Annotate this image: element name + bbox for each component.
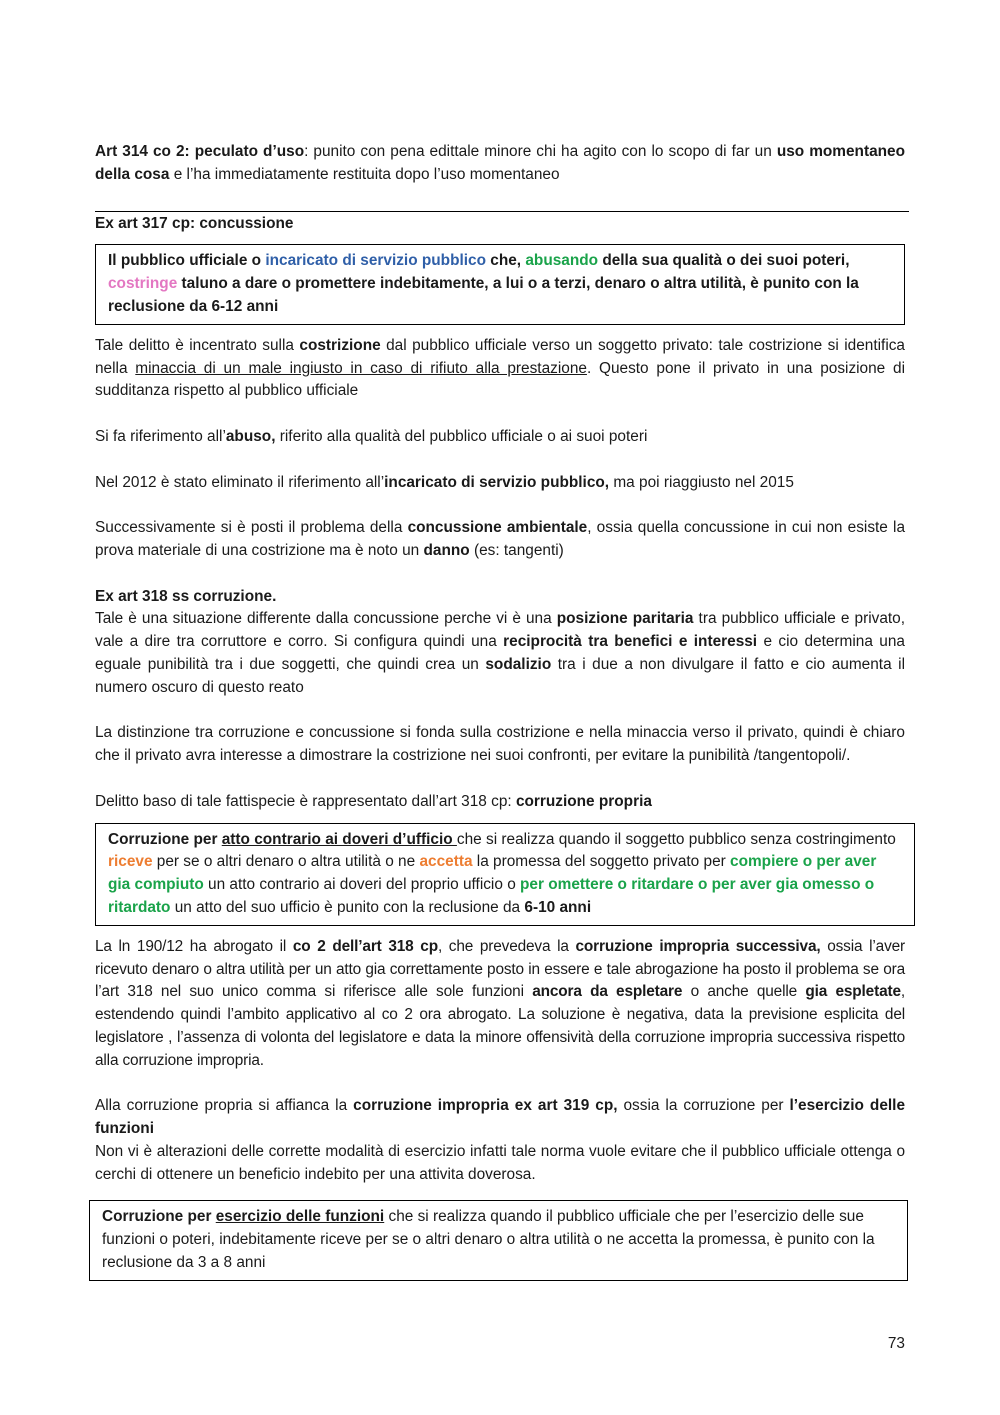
paragraph-ln-190-12: La ln 190/12 ha abrogato il co 2 dell’art 318 cp, che prevedeva la corruzione impropria successiva, ossia l’aver ricevuto denaro o altra utilità per un atto gia correttamente posto in essere e tale abrogazione ha posto il problema se ora l’art 318 nel suo unico comma si riferisce alle sole funzioni ancora da espletare o anche quelle gia espletate, estendendo quindi l’ambito applicativo al co 2 ora abrogato. La soluzione è negativa, data la previsione esplicita del legislatore , l’assenza di volonta del legislatore e data la minore offensività della corruzione impropria successiva rispetto alla corruzione impropria. (95, 937, 905, 1069)
corruzione-propria-text: Corruzione per atto contrario ai doveri d’ufficio che si realizza quando il soggetto pubblico senza costringimento riceve per se o altri denaro o altra utilità o ne accetta la promessa del soggetto privato per compiere o per aver gia compiuto un atto contrario ai doveri del proprio ufficio o per omettere o ritardare o per aver gia omesso o ritardato un atto del suo ufficio è punito con la reclusione da 6-10 anni (108, 830, 896, 916)
esercizio-funzioni-text: Corruzione per esercizio delle funzioni che si realizza quando il pubblico ufficiale che per l’esercizio delle sue funzioni o poteri, indebitamente riceve per se o altri denaro o altra utilità o ne accetta la promessa, è punito con la reclusione da 3 a 8 anni (102, 1208, 875, 1272)
paragraph-delitto-base: Delitto baso di tale fattispecie è rappresentato dall’art 318 cp: corruzione propria (95, 792, 652, 810)
paragraph-2012: Nel 2012 è stato eliminato il riferimento all’incaricato di servizio pubblico, ma poi riaggiusto nel 2015 (95, 473, 794, 491)
document-body (95, 141, 905, 1281)
heading-art-317: Ex art 317 cp: concussione (95, 214, 294, 232)
paragraph-corruzione-impropria: Alla corruzione propria si affianca la corruzione impropria ex art 319 cp, ossia la corruzione per l’esercizio delle funzioni (95, 1097, 905, 1138)
heading-art-318: Ex art 318 ss corruzione. (95, 587, 277, 605)
section-divider (95, 211, 909, 212)
paragraph-distinzione: La distinzione tra corruzione e concussione si fonda sulla costrizione e nella minaccia verso il privato, quindi è chiaro che il privato avra interesse a dimostrare la costrizione nei suoi confronti, per evitare la punibilità /tangentopoli/. (95, 724, 905, 765)
paragraph-peculato-uso: Art 314 co 2: peculato d’uso: punito con pena edittale minore chi ha agito con lo scopo di far un uso momentaneo della cosa e l’ha immediatamente restituita dopo l’uso momentaneo (95, 143, 905, 183)
concussione-definition-text: Il pubblico ufficiale o incaricato di servizio pubblico che, abusando della sua qualità o dei suoi poteri, costringe taluno a dare o promettere indebitamente, a lui o a terzi, denaro o altra utilità, è punito con la reclusione da 6-12 anni (108, 252, 859, 315)
paragraph-alterazioni: Non vi è alterazioni delle corrette modalità di esercizio infatti tale norma vuole evitare che il pubblico ufficiale ottenga o cerchi di ottenere un beneficio indebito per una attivita doverosa. (95, 1142, 905, 1183)
page-number: 73 (887, 1335, 905, 1352)
esercizio-funzioni-box (89, 1200, 908, 1280)
paragraph-abuso: Si fa riferimento all’abuso, riferito alla qualità del pubblico ufficiale o ai suoi poteri (95, 427, 648, 445)
paragraph-costrizione: Tale delitto è incentrato sulla costrizione dal pubblico ufficiale verso un soggetto privato: tale costrizione si identifica nella minaccia di un male ingiusto in caso di rifiuto alla prestazione. Questo pone il privato in una posizione di sudditanza rispetto al pubblico ufficiale (95, 336, 905, 400)
art-314-heading: Art 314 co 2: peculato d’uso (95, 143, 305, 160)
paragraph-concussione-ambientale: Successivamente si è posti il problema della concussione ambientale, ossia quella concussione in cui non esiste la prova materiale di una costrizione ma è noto un danno (es: tangenti) (95, 519, 906, 559)
corruzione-propria-box (95, 823, 915, 926)
concussione-definition-box (95, 244, 905, 324)
paragraph-corruzione-intro: Tale è una situazione differente dalla concussione perche vi è una posizione paritaria tra pubblico ufficiale e privato, vale a dire tra corruttore e corro. Si configura quindi una reciprocità tra benefici e interessi e cio determina una eguale punibilità tra i due soggetti, che quindi crea un sodalizio tra i due a non divulgare il fatto e cio aumenta il numero oscuro di questo reato (95, 610, 905, 696)
